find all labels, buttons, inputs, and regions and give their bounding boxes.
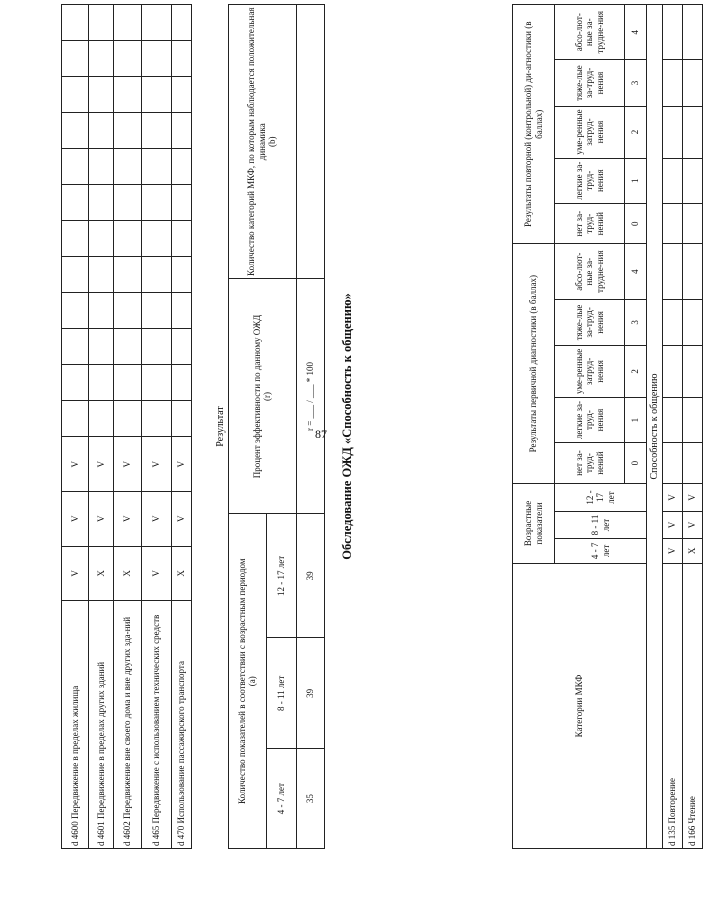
value-12-17: 39 <box>296 514 324 638</box>
result-table <box>214 4 325 849</box>
mark-age-2: V <box>172 492 192 547</box>
section-title: Обследование ОЖД «Способность к общению» <box>340 293 354 560</box>
empty-cell <box>663 5 683 60</box>
mark-age-3: V <box>683 483 703 511</box>
empty-cell <box>62 41 89 77</box>
mark-age-1: V <box>142 546 172 601</box>
empty-cell <box>683 158 703 203</box>
table-row <box>142 5 172 849</box>
empty-cell <box>62 77 89 113</box>
empty-cell <box>683 5 703 60</box>
empty-cell <box>683 60 703 106</box>
empty-cell <box>683 397 703 442</box>
empty-cell <box>114 113 142 149</box>
table-row <box>296 5 324 849</box>
empty-cell <box>172 257 192 293</box>
mark-age-1: V <box>62 546 89 601</box>
table-row <box>172 5 192 849</box>
mark-age-2: V <box>663 512 683 539</box>
empty-cell <box>89 329 114 365</box>
age-8-11: 8 - 11 лет <box>266 638 296 749</box>
result-block <box>214 4 325 849</box>
empty-cell <box>89 5 114 41</box>
empty-cell <box>663 443 683 484</box>
row-label: d 465 Передвижение с использованием технических средств <box>142 601 172 849</box>
col-age: Возрастные показатели <box>513 483 555 563</box>
score-0: 0 <box>625 203 647 244</box>
mark-age-3: V <box>172 437 192 492</box>
empty-cell <box>663 345 683 397</box>
empty-cell <box>172 77 192 113</box>
empty-cell <box>62 113 89 149</box>
empty-cell <box>114 77 142 113</box>
score-2: 2 <box>625 345 647 397</box>
col-category: Категории МКФ <box>513 564 647 849</box>
empty-cell <box>683 443 703 484</box>
row-label: d 135 Повторение <box>663 564 683 849</box>
empty-cell <box>683 299 703 345</box>
empty-cell <box>62 257 89 293</box>
level-moderate: уме-ренные затруд-нения <box>555 106 625 158</box>
row-label: d 4600 Передвижение в пределах жилища <box>62 601 89 849</box>
table-row <box>647 5 663 849</box>
empty-cell <box>172 113 192 149</box>
level-absolute: абсо-лют-ные за-трудне-ния <box>555 244 625 299</box>
empty-cell <box>89 293 114 329</box>
row-label: d 166 Чтение <box>683 564 703 849</box>
table-row <box>114 5 142 849</box>
score-2: 2 <box>625 106 647 158</box>
empty-cell <box>114 41 142 77</box>
empty-cell <box>142 293 172 329</box>
level-light: легкие за-труд-нения <box>555 397 625 442</box>
empty-cell <box>114 293 142 329</box>
empty-cell <box>114 401 142 437</box>
score-0: 0 <box>625 443 647 484</box>
row-label: d 4602 Передвижение вне своего дома и вне других зда-ний <box>114 601 142 849</box>
empty-cell <box>172 221 192 257</box>
empty-cell <box>89 113 114 149</box>
mark-age-1: X <box>89 546 114 601</box>
row-label: d 4601 Передвижение в пределах других зданий <box>89 601 114 849</box>
empty-cell <box>142 401 172 437</box>
score-1: 1 <box>625 158 647 203</box>
empty-cell <box>142 113 172 149</box>
mark-age-3: V <box>89 437 114 492</box>
empty-cell <box>683 203 703 244</box>
table-row <box>228 5 266 849</box>
empty-cell <box>62 401 89 437</box>
empty-cell <box>114 329 142 365</box>
empty-cell <box>142 41 172 77</box>
empty-cell <box>172 329 192 365</box>
empty-cell <box>89 185 114 221</box>
col-a-header: Количество показателей в соответствии с возрастным периодом <box>236 558 247 804</box>
empty-cell <box>89 77 114 113</box>
value-4-7: 35 <box>296 749 324 849</box>
empty-cell <box>89 401 114 437</box>
empty-cell <box>62 5 89 41</box>
empty-cell <box>62 221 89 257</box>
empty-cell <box>663 397 683 442</box>
empty-cell <box>62 329 89 365</box>
empty-cell <box>62 365 89 401</box>
col-b-sub: (b) <box>267 136 278 147</box>
empty-cell <box>142 77 172 113</box>
score-3: 3 <box>625 299 647 345</box>
mark-age-1: X <box>172 546 192 601</box>
mark-age-2: V <box>683 512 703 539</box>
col-a-sub: (a) <box>247 676 257 687</box>
empty-cell <box>62 293 89 329</box>
empty-cell <box>663 60 683 106</box>
table-row <box>62 5 89 849</box>
empty-cell <box>114 5 142 41</box>
empty-cell <box>663 158 683 203</box>
mark-age-1: V <box>663 538 683 563</box>
empty-cell <box>89 41 114 77</box>
empty-cell <box>663 244 683 299</box>
mark-age-1: X <box>683 538 703 563</box>
empty-cell <box>89 365 114 401</box>
mark-age-3: V <box>142 437 172 492</box>
empty-cell <box>114 185 142 221</box>
mark-age-3: V <box>62 437 89 492</box>
empty-cell <box>172 401 192 437</box>
col-b-value <box>296 5 324 279</box>
empty-cell <box>172 149 192 185</box>
mark-age-3: V <box>114 437 142 492</box>
empty-cell <box>114 365 142 401</box>
movement-table-block <box>61 4 192 849</box>
score-3: 3 <box>625 60 647 106</box>
empty-cell <box>663 203 683 244</box>
empty-cell <box>62 185 89 221</box>
score-4: 4 <box>625 244 647 299</box>
level-absolute: абсо-лют-ные за-трудне-ния <box>555 5 625 60</box>
table-row <box>214 5 228 849</box>
score-4: 4 <box>625 5 647 60</box>
level-none: нет за-труд-нений <box>555 203 625 244</box>
formula: r = ___ / ___ * 100 <box>296 279 324 514</box>
age-4-7: 4 - 7 лет <box>555 538 647 563</box>
section-row: Способность к общению <box>647 5 663 849</box>
empty-cell <box>142 257 172 293</box>
empty-cell <box>89 221 114 257</box>
empty-cell <box>172 5 192 41</box>
empty-cell <box>142 329 172 365</box>
communication-table <box>512 4 703 849</box>
col-b-header: Количество категорий МКФ, по которым наблюдается положительная динамика <box>246 7 267 276</box>
empty-cell <box>172 293 192 329</box>
communication-table-block <box>512 4 703 849</box>
age-12-17: 12 - 17 лет <box>555 483 647 511</box>
table-row <box>89 5 114 849</box>
mark-age-2: V <box>89 492 114 547</box>
page-number: 87 <box>315 427 327 441</box>
empty-cell <box>172 41 192 77</box>
mark-age-1: X <box>114 546 142 601</box>
empty-cell <box>663 299 683 345</box>
empty-cell <box>89 149 114 185</box>
mark-age-2: V <box>62 492 89 547</box>
age-8-11: 8 - 11 лет <box>555 512 647 539</box>
empty-cell <box>172 365 192 401</box>
empty-cell <box>683 244 703 299</box>
mark-age-2: V <box>114 492 142 547</box>
age-12-17: 12 - 17 лет <box>266 514 296 638</box>
empty-cell <box>114 149 142 185</box>
table-row <box>663 5 683 849</box>
empty-cell <box>142 365 172 401</box>
col-r-header: Процент эффективности по данному ОЖД <box>251 314 262 479</box>
empty-cell <box>89 257 114 293</box>
col-r-sub: (r) <box>262 391 272 401</box>
empty-cell <box>142 5 172 41</box>
table-row <box>683 5 703 849</box>
empty-cell <box>142 149 172 185</box>
row-label: d 470 Использование пассажирского транспорта <box>172 601 192 849</box>
empty-cell <box>142 221 172 257</box>
level-light: легкие за-труд-нения <box>555 158 625 203</box>
empty-cell <box>683 106 703 158</box>
table-row <box>513 5 555 849</box>
empty-cell <box>114 257 142 293</box>
empty-cell <box>172 185 192 221</box>
movement-table <box>61 4 192 849</box>
empty-cell <box>683 345 703 397</box>
primary-header: Результаты первичной диагностики (в баллах) <box>513 244 555 483</box>
level-none: нет за-труд-нений <box>555 443 625 484</box>
mark-age-3: V <box>663 483 683 511</box>
empty-cell <box>62 149 89 185</box>
empty-cell <box>663 106 683 158</box>
level-severe: тяже-лые за-труд-нения <box>555 299 625 345</box>
value-8-11: 39 <box>296 638 324 749</box>
repeat-header: Результаты повторной (контрольной) ди-агностики (в баллах) <box>513 5 555 245</box>
result-title: Результат <box>214 5 228 849</box>
score-1: 1 <box>625 397 647 442</box>
mark-age-2: V <box>142 492 172 547</box>
level-severe: тяже-лые за-труд-нения <box>555 60 625 106</box>
level-moderate: уме-ренные затруд-нения <box>555 345 625 397</box>
empty-cell <box>142 185 172 221</box>
empty-cell <box>114 221 142 257</box>
age-4-7: 4 - 7 лет <box>266 749 296 849</box>
